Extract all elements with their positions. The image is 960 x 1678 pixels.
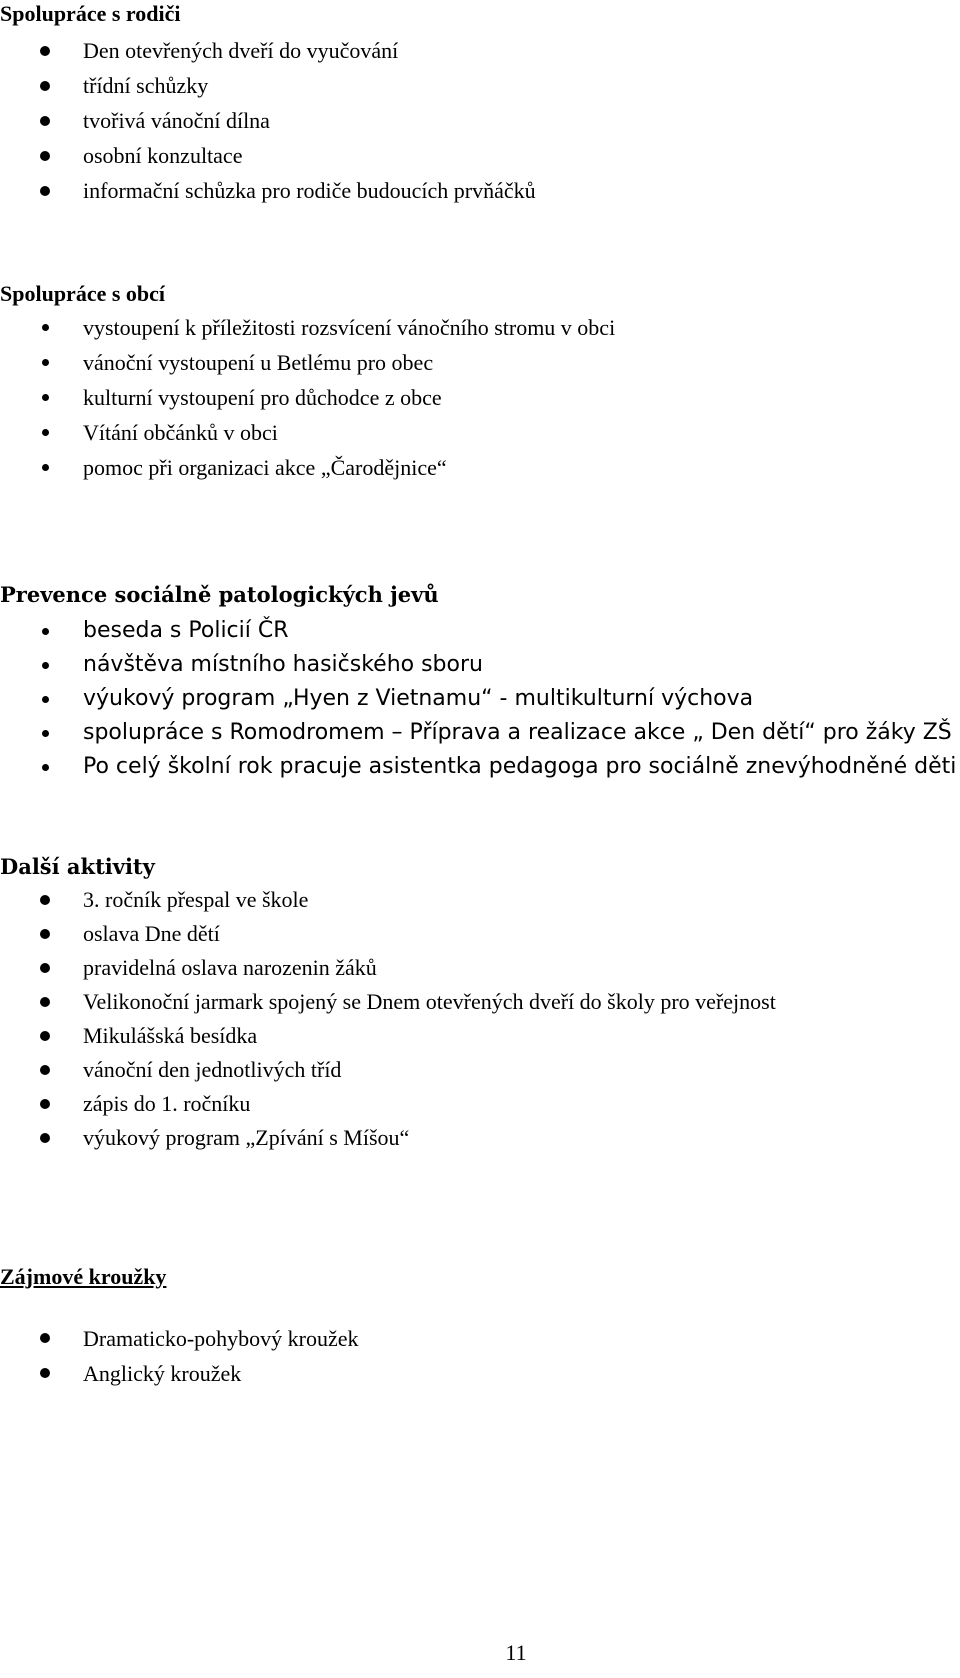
bullet-icon <box>42 394 49 401</box>
bullet-icon <box>42 359 49 366</box>
list-item: Dramaticko-pohybový kroužek <box>0 1321 960 1356</box>
bullet-icon <box>40 997 50 1007</box>
list-item: beseda s Policií ČR <box>0 614 960 648</box>
list-item: Vítání občánků v obci <box>0 415 960 450</box>
item-list <box>0 33 960 208</box>
bullet-icon <box>40 151 50 161</box>
list-item: Po celý školní rok pracuje asistentka pedagoga pro sociálně znevýhodněné děti <box>0 750 960 784</box>
list-item: zápis do 1. ročníku <box>0 1087 960 1121</box>
bullet-icon <box>42 324 49 331</box>
list-item: vánoční vystoupení u Betlému pro obec <box>0 345 960 380</box>
page-number-text: 11 <box>505 1640 527 1665</box>
bullet-icon <box>40 895 50 905</box>
bullet-icon <box>40 1333 50 1343</box>
section-heading: Spolupráce s obcí <box>0 281 166 306</box>
item-list <box>0 614 960 784</box>
section-spoluprace-s-rodici <box>0 0 960 208</box>
list-item: návštěva místního hasičského sboru <box>0 648 960 682</box>
list-item: pomoc při organizaci akce „Čarodějnice“ <box>0 450 960 485</box>
bullet-icon <box>42 628 49 635</box>
list-item: Velikonoční jarmark spojený se Dnem otevřených dveří do školy pro veřejnost <box>0 985 960 1019</box>
section-dalsi-aktivity <box>0 853 960 1155</box>
item-list <box>0 1321 960 1391</box>
bullet-icon <box>40 1099 50 1109</box>
list-item: Den otevřených dveří do vyučování <box>0 33 960 68</box>
bullet-icon <box>40 81 50 91</box>
bullet-icon <box>40 46 50 56</box>
bullet-icon <box>42 464 49 471</box>
bullet-icon <box>42 730 49 737</box>
section-prevence <box>0 581 960 784</box>
bullet-icon <box>40 1031 50 1041</box>
bullet-icon <box>40 116 50 126</box>
list-item: oslava Dne dětí <box>0 917 960 951</box>
bullet-icon <box>42 764 49 771</box>
list-item: třídní schůzky <box>0 68 960 103</box>
list-item: výukový program „Zpívání s Míšou“ <box>0 1121 960 1155</box>
list-item: výukový program „Hyen z Vietnamu“ - multikulturní výchova <box>0 682 960 716</box>
section-spoluprace-s-obci <box>0 280 960 485</box>
section-zajmove-krouzky <box>0 1263 960 1391</box>
bullet-icon <box>40 1368 50 1378</box>
list-item: Mikulášská besídka <box>0 1019 960 1053</box>
bullet-icon <box>40 1065 50 1075</box>
bullet-icon <box>42 696 49 703</box>
section-heading: Spolupráce s rodiči <box>0 1 181 26</box>
item-list <box>0 883 960 1155</box>
list-item: kulturní vystoupení pro důchodce z obce <box>0 380 960 415</box>
section-heading: Zájmové kroužky <box>0 1264 167 1289</box>
list-item: pravidelná oslava narozenin žáků <box>0 951 960 985</box>
list-item: vystoupení k příležitosti rozsvícení vánočního stromu v obci <box>0 310 960 345</box>
section-heading: Prevence sociálně patologických jevů <box>0 582 439 607</box>
item-list <box>0 310 960 485</box>
section-heading: Další aktivity <box>0 854 155 879</box>
page-number <box>0 1640 960 1666</box>
bullet-icon <box>42 662 49 669</box>
list-item: tvořivá vánoční dílna <box>0 103 960 138</box>
bullet-icon <box>40 186 50 196</box>
list-item: osobní konzultace <box>0 138 960 173</box>
list-item: Anglický kroužek <box>0 1356 960 1391</box>
bullet-icon <box>40 929 50 939</box>
list-item: informační schůzka pro rodiče budoucích prvňáčků <box>0 173 960 208</box>
list-item: 3. ročník přespal ve škole <box>0 883 960 917</box>
bullet-icon <box>42 429 49 436</box>
bullet-icon <box>40 1133 50 1143</box>
list-item: vánoční den jednotlivých tříd <box>0 1053 960 1087</box>
list-item: spolupráce s Romodromem – Příprava a realizace akce „ Den dětí“ pro žáky ZŠ <box>0 716 960 750</box>
bullet-icon <box>40 963 50 973</box>
